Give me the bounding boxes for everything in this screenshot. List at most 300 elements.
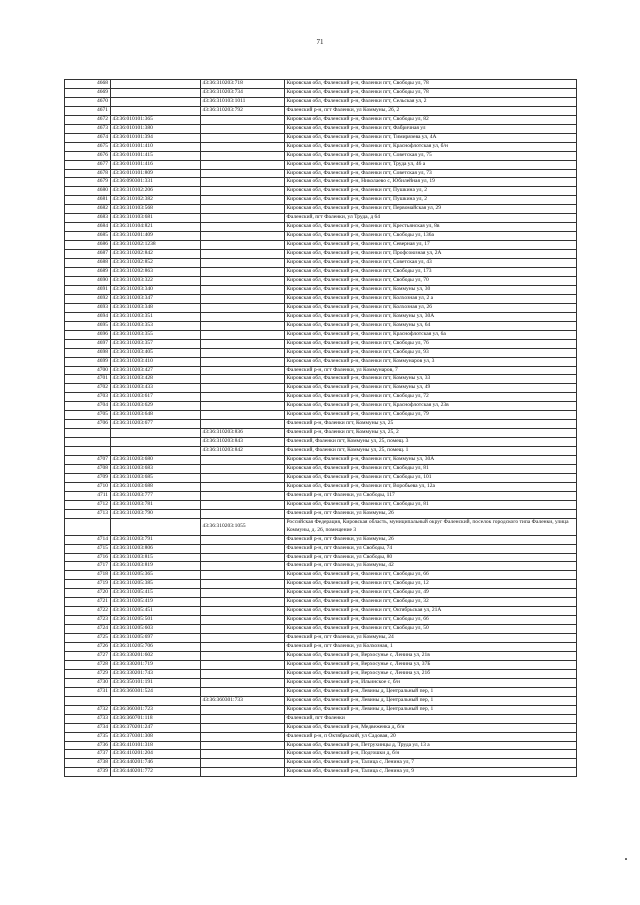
room-cadastral-number-cell (201, 142, 285, 151)
cadastral-number-cell: 43:36:310102:206 (111, 187, 201, 196)
cadastral-number-cell: 43:36:310202:842 (111, 250, 201, 259)
table-row (65, 500, 577, 509)
table-row (65, 625, 577, 634)
address-cell: Кировская обл, Фаленский р-н, Фаленки пгт, Свободы ул, 173 (285, 268, 577, 277)
room-cadastral-number-cell (201, 660, 285, 669)
row-number-cell: 4731 (65, 687, 111, 696)
table-row (65, 723, 577, 732)
room-cadastral-number-cell (201, 223, 285, 232)
table-row (65, 205, 577, 214)
address-cell: Кировская обл, Фаленский р-н, Петрухинцы д, Труда ул, 13 а (285, 741, 577, 750)
address-cell: Кировская обл, Фаленский р-н, Фаленки пгт, Пушкина ул, 2 (285, 196, 577, 205)
table-row (65, 393, 577, 402)
room-cadastral-number-cell (201, 187, 285, 196)
cadastral-number-cell: 43:36:360301:524 (111, 687, 201, 696)
table-row (65, 634, 577, 643)
row-number-cell: 4714 (65, 535, 111, 544)
room-cadastral-number-cell (201, 232, 285, 241)
cadastral-number-cell: 43:36:310203:410 (111, 357, 201, 366)
row-number-cell: 4686 (65, 241, 111, 250)
address-cell: Фаленский р-н, пгт Фаленки, ул Коммуны, 24 (285, 634, 577, 643)
address-cell: Фаленский р-н, пгт Фаленки, ул Свободы, 80 (285, 553, 577, 562)
address-cell: Кировская обл, Фаленский р-н, Фаленки пгт, Свободы ул, 76 (285, 339, 577, 348)
row-number-cell: 4719 (65, 580, 111, 589)
address-cell: Фаленский р-н, Фаленки пгт, Коммуны ул, 25 (285, 420, 577, 429)
row-number-cell: 4678 (65, 169, 111, 178)
scan-speck (625, 858, 627, 860)
room-cadastral-number-cell (201, 411, 285, 420)
address-cell: Кировская обл, Фаленский р-н, Верхосунье с, Ленина ул, 37Б (285, 660, 577, 669)
address-cell: Российская Федерация, Кировская область, муниципальный округ Фаленский, поселок городского типа Фаленки, улица Коммуны, д. 26, помещение 3 (285, 518, 577, 535)
address-cell: Кировская обл, Фаленский р-н, Левины д, Центральный пер, 1 (285, 687, 577, 696)
cadastral-number-cell: 43:36:350101:191 (111, 678, 201, 687)
room-cadastral-number-cell (201, 259, 285, 268)
table-row (65, 589, 577, 598)
address-cell: Кировская обл, Фаленский р-н, Фаленки пгт, Коммуны ул, 30А (285, 312, 577, 321)
cadastral-number-cell: 43:36:310202:863 (111, 268, 201, 277)
table-row (65, 223, 577, 232)
table-row (65, 375, 577, 384)
table-row (65, 714, 577, 723)
table-row (65, 106, 577, 115)
table-row (65, 705, 577, 714)
row-number-cell: 4711 (65, 491, 111, 500)
cadastral-number-cell: 43:36:310203:427 (111, 366, 201, 375)
cadastral-number-cell: 43:36:010101:394 (111, 133, 201, 142)
cadastral-number-cell: 43:36:330201:602 (111, 652, 201, 661)
table-row (65, 303, 577, 312)
address-cell: Фаленский р-н, пгт Фаленки, ул Коммуны, 42 (285, 562, 577, 571)
table-row (65, 115, 577, 124)
room-cadastral-number-cell (201, 384, 285, 393)
row-number-cell: 4733 (65, 714, 111, 723)
row-number-cell: 4692 (65, 294, 111, 303)
table-row (65, 660, 577, 669)
room-cadastral-number-cell (201, 205, 285, 214)
room-cadastral-number-cell (201, 473, 285, 482)
address-cell: Фаленский р-н, пгт Фаленки, ул Свободы, 74 (285, 544, 577, 553)
room-cadastral-number-cell (201, 285, 285, 294)
room-cadastral-number-cell (201, 133, 285, 142)
cadastral-number-cell: 43:36:310104:821 (111, 223, 201, 232)
cadastral-number-cell: 43:36:310203:819 (111, 562, 201, 571)
row-number-cell: 4738 (65, 759, 111, 768)
cadastral-number-cell: 43:36:410201:204 (111, 750, 201, 759)
room-cadastral-number-cell (201, 732, 285, 741)
table-row (65, 330, 577, 339)
cadastral-number-cell (111, 438, 201, 447)
address-cell: Кировская обл, Фаленский р-н, Фаленки пгт, Свободы ул, 49 (285, 589, 577, 598)
room-cadastral-number-cell: 43:36:310203:842 (201, 447, 285, 456)
table-row (65, 687, 577, 696)
cadastral-number-cell: 43:36:310203:353 (111, 321, 201, 330)
cadastral-number-cell: 43:36:310203:351 (111, 312, 201, 321)
table-row (65, 88, 577, 97)
address-cell: Кировская обл, Фаленский р-н, Фаленки пгт, Советская ул, 73 (285, 169, 577, 178)
address-cell: Кировская обл, Фаленский р-н, Фаленки пгт, Свободы ул, 81 (285, 464, 577, 473)
address-cell: Кировская обл, Фаленский р-н, Фаленки пгт, Свободы ул, 93 (285, 348, 577, 357)
row-number-cell (65, 438, 111, 447)
room-cadastral-number-cell (201, 678, 285, 687)
address-cell: Кировская обл, Фаленский р-н, Фаленки пгт, Свободы ул, 66 (285, 616, 577, 625)
row-number-cell: 4689 (65, 268, 111, 277)
cadastral-number-cell: 43:36:310203:688 (111, 482, 201, 491)
row-number-cell: 4710 (65, 482, 111, 491)
cadastral-number-cell: 43:36:310103:681 (111, 214, 201, 223)
cadastral-number-cell (111, 429, 201, 438)
cadastral-number-cell (111, 696, 201, 705)
room-cadastral-number-cell (201, 196, 285, 205)
address-cell: Фаленский р-н, Фаленки пгт, Коммуны ул, 25, 2 (285, 429, 577, 438)
address-cell: Кировская обл, Фаленский р-н, Фаленки пгт, Свободы ул, 82 (285, 115, 577, 124)
address-cell: Кировская обл, Фаленский р-н, Фаленки пгт, Советская ул, 43 (285, 259, 577, 268)
table-row (65, 142, 577, 151)
cadastral-number-cell: 43:36:310205:697 (111, 634, 201, 643)
room-cadastral-number-cell (201, 562, 285, 571)
table-row (65, 482, 577, 491)
table-row (65, 447, 577, 456)
cadastral-number-cell (111, 97, 201, 106)
table-row (65, 339, 577, 348)
row-number-cell: 4690 (65, 276, 111, 285)
cadastral-number-cell: 43:36:310205:415 (111, 589, 201, 598)
cadastral-number-cell: 43:36:310203:617 (111, 393, 201, 402)
cadastral-number-cell: 43:36:310203:685 (111, 473, 201, 482)
cadastral-number-cell: 43:36:370201:247 (111, 723, 201, 732)
address-cell: Кировская обл, Фаленский р-н, Фаленки пгт, Октябрьская ул, 21А (285, 607, 577, 616)
cadastral-number-cell: 43:36:310203:791 (111, 535, 201, 544)
table-row (65, 768, 577, 777)
address-cell: Фаленский р-н, пгт Фаленки, ул Коммуны, 26 (285, 509, 577, 518)
row-number-cell: 4684 (65, 223, 111, 232)
room-cadastral-number-cell (201, 348, 285, 357)
cadastral-number-cell: 43:36:010101:380 (111, 124, 201, 133)
registry-table (64, 79, 577, 777)
room-cadastral-number-cell (201, 482, 285, 491)
address-cell: Кировская обл, Фаленский р-н, Фаленки пгт, Коммуны ул, 33 (285, 375, 577, 384)
room-cadastral-number-cell (201, 151, 285, 160)
address-cell: Кировская обл, Фаленский р-н, Фаленки пгт, Коммуны ул, 64 (285, 321, 577, 330)
cadastral-number-cell (111, 518, 201, 535)
address-cell: Фаленский р-н, п Октябрьский, ул Садовая, 20 (285, 732, 577, 741)
room-cadastral-number-cell (201, 723, 285, 732)
room-cadastral-number-cell (201, 402, 285, 411)
address-cell: Кировская обл, Фаленский р-н, Фаленки пгт, Свободы ул, 78 (285, 80, 577, 89)
table-row (65, 669, 577, 678)
room-cadastral-number-cell (201, 580, 285, 589)
row-number-cell: 4730 (65, 678, 111, 687)
table-row (65, 429, 577, 438)
cadastral-number-cell: 43:36:310103:568 (111, 205, 201, 214)
room-cadastral-number-cell (201, 124, 285, 133)
cadastral-number-cell: 43:36:310205:603 (111, 625, 201, 634)
table-row (65, 133, 577, 142)
room-cadastral-number-cell: 43:36:310203:1055 (201, 518, 285, 535)
table-row (65, 402, 577, 411)
row-number-cell: 4716 (65, 553, 111, 562)
cadastral-number-cell: 43:36:010101:416 (111, 160, 201, 169)
row-number-cell: 4708 (65, 464, 111, 473)
cadastral-number-cell: 43:36:330201:743 (111, 669, 201, 678)
room-cadastral-number-cell: 43:36:310203:836 (201, 429, 285, 438)
address-cell: Кировская обл, Фаленский р-н, Фаленки пгт, Краснофлотская ул, 23в (285, 402, 577, 411)
address-cell: Кировская обл, Фаленский р-н, Фаленки пгт, Краснофлотская ул, 6а (285, 330, 577, 339)
room-cadastral-number-cell (201, 312, 285, 321)
table-row (65, 124, 577, 133)
address-cell: Кировская обл, Фаленский р-н, Фаленки пгт, Свободы ул, 12 (285, 580, 577, 589)
cadastral-number-cell: 43:36:310203:405 (111, 348, 201, 357)
row-number-cell: 4701 (65, 375, 111, 384)
room-cadastral-number-cell (201, 214, 285, 223)
row-number-cell: 4683 (65, 214, 111, 223)
table-row (65, 420, 577, 429)
row-number-cell: 4713 (65, 509, 111, 518)
row-number-cell: 4669 (65, 88, 111, 97)
room-cadastral-number-cell (201, 330, 285, 339)
row-number-cell: 4670 (65, 97, 111, 106)
address-cell: Кировская обл, Фаленский р-н, Левины д, Центральный пер, 1 (285, 705, 577, 714)
cadastral-number-cell (111, 106, 201, 115)
row-number-cell: 4737 (65, 750, 111, 759)
table-row (65, 276, 577, 285)
row-number-cell: 4671 (65, 106, 111, 115)
room-cadastral-number-cell: 43:36:310203:734 (201, 88, 285, 97)
cadastral-number-cell: 43:36:310203:340 (111, 285, 201, 294)
table-row (65, 384, 577, 393)
table-row (65, 160, 577, 169)
table-row (65, 438, 577, 447)
row-number-cell: 4739 (65, 768, 111, 777)
address-cell: Кировская обл, Фаленский р-н, Фаленки пгт, Тимирязева ул, 4А (285, 133, 577, 142)
address-cell: Кировская обл, Фаленский р-н, Фаленки пгт, Свободы ул, 70 (285, 276, 577, 285)
table-row (65, 187, 577, 196)
table-row (65, 544, 577, 553)
row-number-cell: 4705 (65, 411, 111, 420)
room-cadastral-number-cell (201, 357, 285, 366)
address-cell: Кировская обл, Фаленский р-н, Фаленки пгт, Свободы ул, 72 (285, 393, 577, 402)
table-row (65, 259, 577, 268)
row-number-cell: 4674 (65, 133, 111, 142)
table-row (65, 759, 577, 768)
room-cadastral-number-cell (201, 339, 285, 348)
row-number-cell: 4722 (65, 607, 111, 616)
table-row (65, 214, 577, 223)
table-row (65, 562, 577, 571)
table-row (65, 285, 577, 294)
address-cell: Кировская обл, Фаленский р-н, Медвеженка д, б/н (285, 723, 577, 732)
row-number-cell: 4718 (65, 571, 111, 580)
cadastral-number-cell: 43:36:310205:501 (111, 616, 201, 625)
row-number-cell: 4698 (65, 348, 111, 357)
cadastral-number-cell: 43:36:310203:790 (111, 509, 201, 518)
room-cadastral-number-cell: 43:36:310203:792 (201, 106, 285, 115)
row-number-cell: 4712 (65, 500, 111, 509)
cadastral-number-cell: 43:36:310203:428 (111, 375, 201, 384)
room-cadastral-number-cell (201, 464, 285, 473)
cadastral-number-cell: 43:36:310203:355 (111, 330, 201, 339)
room-cadastral-number-cell (201, 321, 285, 330)
address-cell: Кировская обл, Фаленский р-н, Фаленки пгт, Коммуны ул, 30А (285, 456, 577, 465)
cadastral-number-cell: 43:36:310203:677 (111, 420, 201, 429)
address-cell: Кировская обл, Фаленский р-н, Фаленки пгт, Колхозная ул, 2 а (285, 294, 577, 303)
row-number-cell: 4691 (65, 285, 111, 294)
room-cadastral-number-cell (201, 643, 285, 652)
row-number-cell (65, 696, 111, 705)
room-cadastral-number-cell (201, 366, 285, 375)
table-row (65, 607, 577, 616)
row-number-cell: 4735 (65, 732, 111, 741)
address-cell: Кировская обл, Фаленский р-н, Фаленки пгт, Фабричная ул (285, 124, 577, 133)
cadastral-number-cell: 43:36:310202:852 (111, 259, 201, 268)
room-cadastral-number-cell (201, 598, 285, 607)
table-row (65, 178, 577, 187)
registry-table-body (65, 80, 577, 777)
address-cell: Кировская обл, Фаленский р-н, Фаленки пгт, Профсоюзная ул, 2А (285, 250, 577, 259)
row-number-cell: 4728 (65, 660, 111, 669)
address-cell: Кировская обл, Фаленский р-н, Фаленки пгт, Сельская ул, 2 (285, 97, 577, 106)
address-cell: Кировская обл, Фаленский р-н, Фаленки пгт, Первомайская ул, 29 (285, 205, 577, 214)
room-cadastral-number-cell (201, 456, 285, 465)
room-cadastral-number-cell (201, 160, 285, 169)
cadastral-number-cell: 43:36:310102:382 (111, 196, 201, 205)
address-cell: Кировская обл, Фаленский р-н, Верхосунье с, Ленина ул, 21б (285, 669, 577, 678)
room-cadastral-number-cell (201, 741, 285, 750)
address-cell: Кировская обл, Фаленский р-н, Фаленки пгт, Советская ул, 75 (285, 151, 577, 160)
room-cadastral-number-cell: 43:36:310203:718 (201, 80, 285, 89)
cadastral-number-cell (111, 80, 201, 89)
cadastral-number-cell: 43:36:330201:719 (111, 660, 201, 669)
table-row (65, 598, 577, 607)
table-row (65, 696, 577, 705)
cadastral-number-cell: 43:36:010101:809 (111, 169, 201, 178)
row-number-cell: 4702 (65, 384, 111, 393)
row-number-cell: 4682 (65, 205, 111, 214)
room-cadastral-number-cell (201, 115, 285, 124)
address-cell: Кировская обл, Фаленский р-н, Фаленки пгт, Свободы ул, 50 (285, 625, 577, 634)
cadastral-number-cell: 43:36:310203:781 (111, 500, 201, 509)
address-cell: Фаленский, Фаленки пгт, Коммуны ул, 25, помещ. 1 (285, 447, 577, 456)
table-row (65, 294, 577, 303)
row-number-cell: 4734 (65, 723, 111, 732)
address-cell: Кировская обл, Фаленский р-н, Подгошки д, б/н (285, 750, 577, 759)
row-number-cell: 4726 (65, 643, 111, 652)
cadastral-number-cell: 43:36:310203:322 (111, 276, 201, 285)
row-number-cell: 4715 (65, 544, 111, 553)
row-number-cell: 4736 (65, 741, 111, 750)
room-cadastral-number-cell: 43:36:360301:733 (201, 696, 285, 705)
row-number-cell: 4675 (65, 142, 111, 151)
row-number-cell: 4720 (65, 589, 111, 598)
address-cell: Кировская обл, Фаленский р-н, Фаленки пгт, Свободы ул, 32 (285, 598, 577, 607)
room-cadastral-number-cell (201, 589, 285, 598)
row-number-cell: 4723 (65, 616, 111, 625)
address-cell: Кировская обл, Фаленский р-н, Фаленки пгт, Пушкина ул, 2 (285, 187, 577, 196)
address-cell: Кировская обл, Фаленский р-н, Фаленки пгт, Колхозная ул, 26 (285, 303, 577, 312)
room-cadastral-number-cell (201, 178, 285, 187)
room-cadastral-number-cell (201, 375, 285, 384)
cadastral-number-cell: 43:36:090301:331 (111, 178, 201, 187)
address-cell: Кировская обл, Фаленский р-н, Фаленки пгт, Свободы ул, 79 (285, 411, 577, 420)
row-number-cell: 4676 (65, 151, 111, 160)
address-cell: Кировская обл, Фаленский р-н, Левины д, Центральный пер, 1 (285, 696, 577, 705)
row-number-cell: 4668 (65, 80, 111, 89)
address-cell: Кировская обл, Фаленский р-н, Фаленки пгт, Краснофлотская ул, б/н (285, 142, 577, 151)
address-cell: Фаленский р-н, пгт Фаленки, ул Коммуны, 26 (285, 535, 577, 544)
table-row (65, 616, 577, 625)
row-number-cell (65, 447, 111, 456)
row-number-cell: 4685 (65, 232, 111, 241)
address-cell: Фаленский, Фаленки пгт, Коммуны ул, 25, помещ. 3 (285, 438, 577, 447)
room-cadastral-number-cell (201, 607, 285, 616)
address-cell: Фаленский, пгт Фаленки (285, 714, 577, 723)
address-cell: Кировская обл, Фаленский р-н, Николаево с, Юбилейная ул, 19 (285, 178, 577, 187)
room-cadastral-number-cell (201, 571, 285, 580)
room-cadastral-number-cell (201, 303, 285, 312)
row-number-cell: 4679 (65, 178, 111, 187)
row-number-cell: 4694 (65, 312, 111, 321)
room-cadastral-number-cell (201, 714, 285, 723)
room-cadastral-number-cell: 43:36:310203:843 (201, 438, 285, 447)
table-row (65, 196, 577, 205)
table-row (65, 366, 577, 375)
table-row (65, 411, 577, 420)
room-cadastral-number-cell (201, 750, 285, 759)
cadastral-number-cell: 43:36:310203:433 (111, 384, 201, 393)
table-row (65, 491, 577, 500)
address-cell: Кировская обл, Фаленский р-н, Фаленки пгт, Свободы ул, 101 (285, 473, 577, 482)
cadastral-number-cell: 43:36:410101:318 (111, 741, 201, 750)
row-number-cell: 4693 (65, 303, 111, 312)
cadastral-number-cell: 43:36:310202:1238 (111, 241, 201, 250)
row-number-cell: 4677 (65, 160, 111, 169)
address-cell: Фаленский р-н, пгт Фаленки, ул Свободы, 117 (285, 491, 577, 500)
room-cadastral-number-cell (201, 268, 285, 277)
page-number: 71 (316, 38, 324, 46)
address-cell: Кировская обл, Фаленский р-н, Верхосунье с, Ленина ул, 21в (285, 652, 577, 661)
row-number-cell: 4724 (65, 625, 111, 634)
cadastral-number-cell: 43:36:310203:629 (111, 402, 201, 411)
row-number-cell (65, 518, 111, 535)
row-number-cell: 4727 (65, 652, 111, 661)
table-row (65, 250, 577, 259)
table-row (65, 456, 577, 465)
row-number-cell: 4729 (65, 669, 111, 678)
room-cadastral-number-cell (201, 420, 285, 429)
room-cadastral-number-cell (201, 634, 285, 643)
row-number-cell: 4703 (65, 393, 111, 402)
cadastral-number-cell: 43:36:310203:357 (111, 339, 201, 348)
table-row (65, 312, 577, 321)
room-cadastral-number-cell (201, 759, 285, 768)
address-cell: Кировская обл, Фаленский р-н, Фаленки пгт, Свободы ул, 81 (285, 500, 577, 509)
cadastral-number-cell: 43:36:310205:419 (111, 598, 201, 607)
row-number-cell: 4687 (65, 250, 111, 259)
cadastral-number-cell: 43:36:310203:683 (111, 464, 201, 473)
row-number-cell: 4725 (65, 634, 111, 643)
room-cadastral-number-cell (201, 544, 285, 553)
row-number-cell: 4688 (65, 259, 111, 268)
table-row (65, 535, 577, 544)
cadastral-number-cell: 43:36:310203:680 (111, 456, 201, 465)
room-cadastral-number-cell: 43:36:310103:1011 (201, 97, 285, 106)
cadastral-number-cell: 43:36:440201:772 (111, 768, 201, 777)
room-cadastral-number-cell (201, 276, 285, 285)
row-number-cell: 4681 (65, 196, 111, 205)
row-number-cell: 4680 (65, 187, 111, 196)
room-cadastral-number-cell (201, 553, 285, 562)
cadastral-number-cell: 43:36:310203:648 (111, 411, 201, 420)
address-cell: Фаленский, пгт Фаленки, ул Труда, д 64 (285, 214, 577, 223)
